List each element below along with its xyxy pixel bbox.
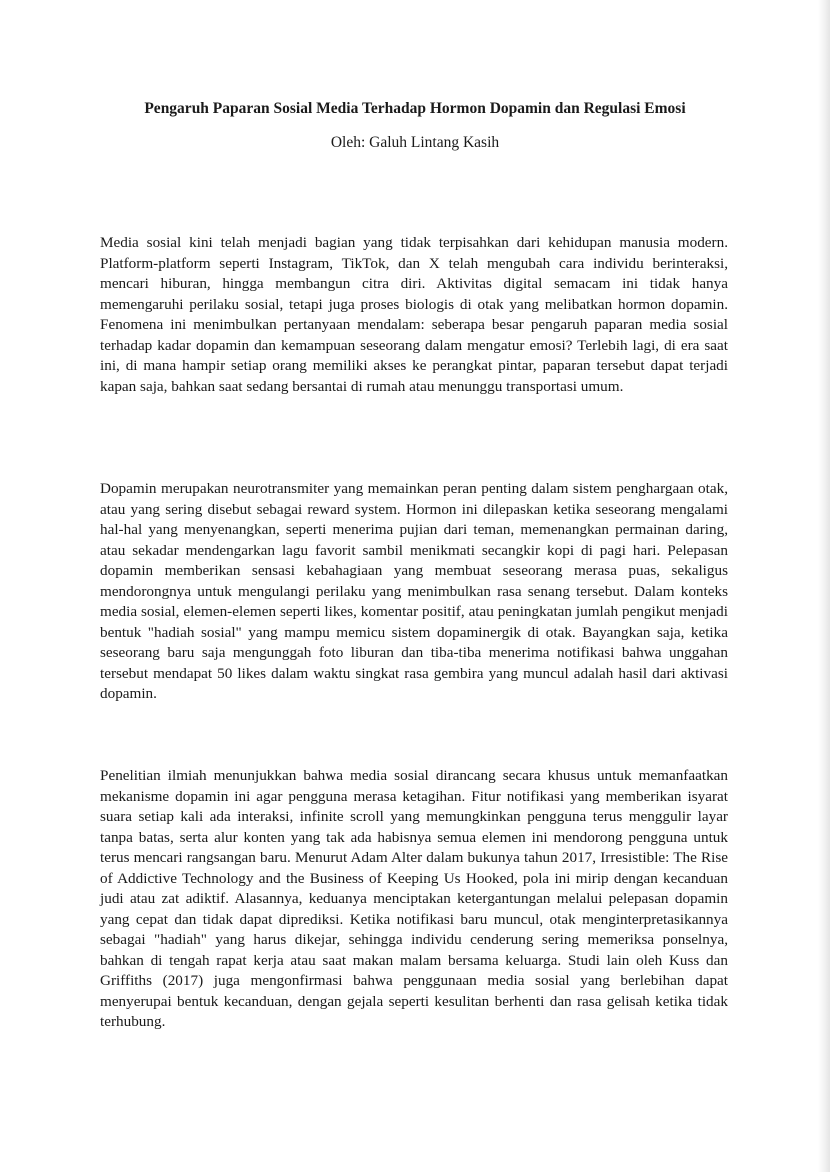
page-edge-shadow: [818, 0, 830, 1172]
paragraph-dopamine: Dopamin merupakan neurotransmiter yang memainkan peran penting dalam sistem penghargaan otak, atau yang sering disebut sebagai reward system. Hormon ini dilepaskan ketika seseorang mengalami hal-hal yang menyenangkan, seperti menerima pujian dari teman, memenangkan permainan daring, atau sekadar mendengarkan lagu favorit sambil menikmati secangkir kopi di pagi hari. Pelepasan dopamin memberikan sensasi kebahagiaan yang membuat seseorang merasa puas, sekaligus mendorongnya untuk mengulangi perilaku yang menimbulkan rasa senang tersebut. Dalam konteks media sosial, elemen-elemen seperti likes, komentar positif, atau peningkatan jumlah pengikut menjadi bentuk "hadiah sosial" yang mampu memicu sistem dopaminergik di otak. Bayangkan saja, ketika seseorang baru saja mengunggah foto liburan dan tiba-tiba menerima notifikasi bahwa unggahan tersebut mendapat 50 likes dalam waktu singkat rasa gembira yang muncul adalah hasil dari aktivasi dopamin.: [100, 480, 728, 702]
paragraph-introduction: Media sosial kini telah menjadi bagian yang tidak terpisahkan dari kehidupan manusia modern. Platform-platform seperti Instagram, TikTok, dan X telah mengubah cara individu berinteraksi, mencari hiburan, hingga membangun citra diri. Aktivitas digital semacam ini tidak hanya memengaruhi perilaku sosial, tetapi juga proses biologis di otak yang melibatkan hormon dopamin. Fenomena ini menimbulkan pertanyaan mendalam: seberapa besar pengaruh paparan media sosial terhadap kadar dopamin dan kemampuan seseorang dalam mengatur emosi? Terlebih lagi, di era saat ini, di mana hampir setiap orang memiliki akses ke perangkat pintar, paparan tersebut dapat terjadi kapan saja, bahkan saat sedang bersantai di rumah atau menunggu transportasi umum.: [100, 234, 728, 395]
document-author: Oleh: Galuh Lintang Kasih: [330, 134, 500, 151]
paragraph-research: Penelitian ilmiah menunjukkan bahwa media sosial dirancang secara khusus untuk memanfaatkan mekanisme dopamin ini agar pengguna merasa ketagihan. Fitur notifikasi yang memberikan isyarat suara setiap kali ada interaksi, infinite scroll yang memungkinkan pengguna terus menggulir layar tanpa batas, serta alur konten yang tak ada habisnya semua elemen ini mendorong pengguna untuk terus mencari rangsangan baru. Menurut Adam Alter dalam bukunya tahun 2017, Irresistible: The Rise of Addictive Technology and the Business of Keeping Us Hooked, pola ini mirip dengan kecanduan judi atau zat adiktif. Alasannya, keduanya menciptakan ketergantungan melalui pelepasan dopamin yang cepat dan tidak dapat diprediksi. Ketika notifikasi baru muncul, otak menginterpretasikannya sebagai "hadiah" yang harus dikejar, sehingga individu cenderung sering memeriksa ponselnya, bahkan di tengah rapat kerja atau saat makan malam bersama keluarga. Studi lain oleh Kuss dan Griffiths (2017) juga mengonfirmasi bahwa penggunaan media sosial yang berlebihan dapat menyerupai bentuk kecanduan, dengan gejala seperti kesulitan berhenti dan rasa gelisah ketika tidak terhubung.: [100, 767, 728, 1030]
document-title: Pengaruh Paparan Sosial Media Terhadap Hormon Dopamin dan Regulasi Emosi: [144, 100, 686, 117]
